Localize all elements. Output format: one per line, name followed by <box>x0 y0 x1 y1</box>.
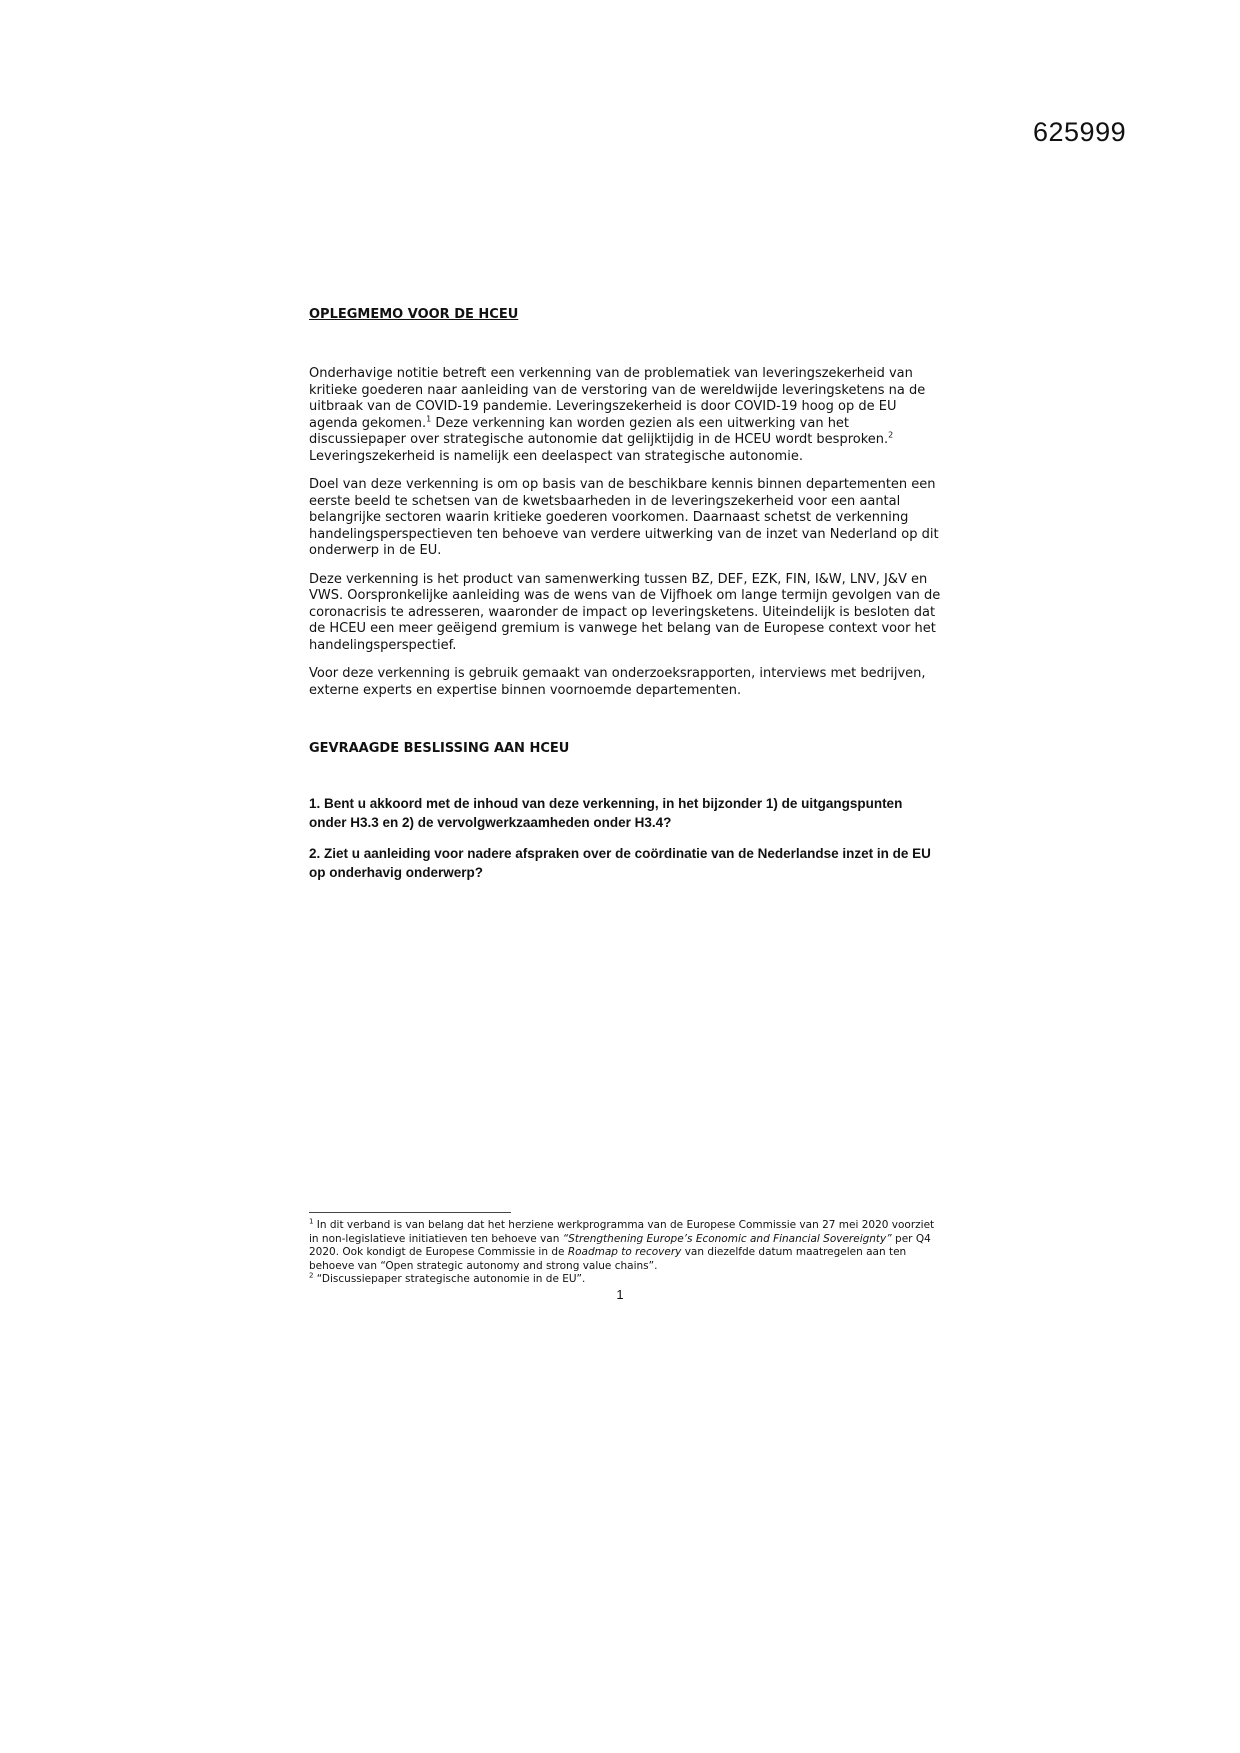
memo-title: OPLEGMEMO VOOR DE HCEU <box>309 307 519 322</box>
footnote-2-number: 2 <box>309 1271 314 1280</box>
paragraph-intro-text-2: Deze verkenning kan worden gezien als een uitwerking van het discussiepaper over strategische autonomie dat gelijktijdig in de HCEU wordt besproken. <box>309 415 889 447</box>
footnote-1-text-1: In dit verband is van belang dat het herziene werkprogramma van de Europese Commissie van 27 mei 2020 voorziet in non-legislatieve initiatieven ten behoeve van <box>309 1219 935 1245</box>
question-1: 1. Bent u akkoord met de inhoud van deze verkenning, in het bijzonder 1) de uitgangspunten onder H3.3 en 2) de vervolgwerkzaamheden onder H3.4? <box>309 796 903 830</box>
section-heading-decision: GEVRAAGDE BESLISSING AAN HCEU <box>309 741 570 756</box>
footnote-1-text-3: van diezelfde datum maatregelen aan ten behoeve van “Open strategic autonomy and strong value chains”. <box>309 1246 907 1272</box>
footnote-1-italic-2: Roadmap to recovery <box>567 1246 682 1258</box>
paragraph-sources: Voor deze verkenning is gebruik gemaakt van onderzoeksrapporten, interviews met bedrijven, externe experts en expertise binnen voornoemde departementen. <box>309 666 926 698</box>
question-2: 2. Ziet u aanleiding voor nadere afspraken over de coördinatie van de Nederlandse inzet in de EU op onderhavig onderwerp? <box>309 846 931 880</box>
footnote-ref-2: 2 <box>888 430 894 440</box>
footnote-ref-1: 1 <box>426 414 432 424</box>
footnote-1 <box>309 1219 941 1273</box>
footnote-1-number: 1 <box>309 1217 314 1226</box>
footnote-divider <box>309 1212 511 1213</box>
page-number: 1 <box>616 1287 624 1302</box>
paragraph-intro-text-1: Onderhavige notitie betreft een verkenning van de problematiek van leveringszekerheid van kritieke goederen naar aanleiding van de verstoring van de wereldwijde leveringsketens na de uitbraak van de COVID-19 pandemie. Leveringszekerheid is door COVID-19 hoog op de EU agenda gekomen. <box>309 366 926 431</box>
footnote-1-italic-1: “Strengthening Europe’s Economic and Financial Sovereignty” <box>562 1232 892 1245</box>
footnote-2-text: “Discussiepaper strategische autonomie in de EU”. <box>313 1273 586 1285</box>
memo-body <box>309 307 941 882</box>
footnote-2 <box>309 1273 941 1287</box>
footnote-1-text-2: per Q4 2020. Ook kondigt de Europese Commissie in de <box>309 1232 931 1258</box>
paragraph-intro-text-3: Leveringszekerheid is namelijk een deelaspect van strategische autonomie. <box>309 448 803 464</box>
paragraph-collaboration: Deze verkenning is het product van samenwerking tussen BZ, DEF, EZK, FIN, I&W, LNV, J&V en VWS. Oorspronkelijke aanleiding was de wens van de Vijfhoek om lange termijn gevolgen van de coronacrisis te adresseren, waaronder de impact op leveringsketens. Uiteindelijk is besloten dat de HCEU een meer geëigend gremium is vanwege het belang van de Europese context voor het handelingsperspectief. <box>309 571 941 653</box>
paragraph-goal: Doel van deze verkenning is om op basis van de beschikbare kennis binnen departementen een eerste beeld te schetsen van de kwetsbaarheden in de leveringszekerheid voor een aantal belangrijke sectoren waarin kritieke goederen voorkomen. Daarnaast schetst de verkenning handelingsperspectieven ten behoeve van verdere uitwerking van de inzet van Nederland op dit onderwerp in de EU. <box>309 477 939 558</box>
document-id: 625999 <box>1033 117 1127 147</box>
paragraph-intro <box>309 366 941 465</box>
footnotes <box>309 1219 941 1287</box>
